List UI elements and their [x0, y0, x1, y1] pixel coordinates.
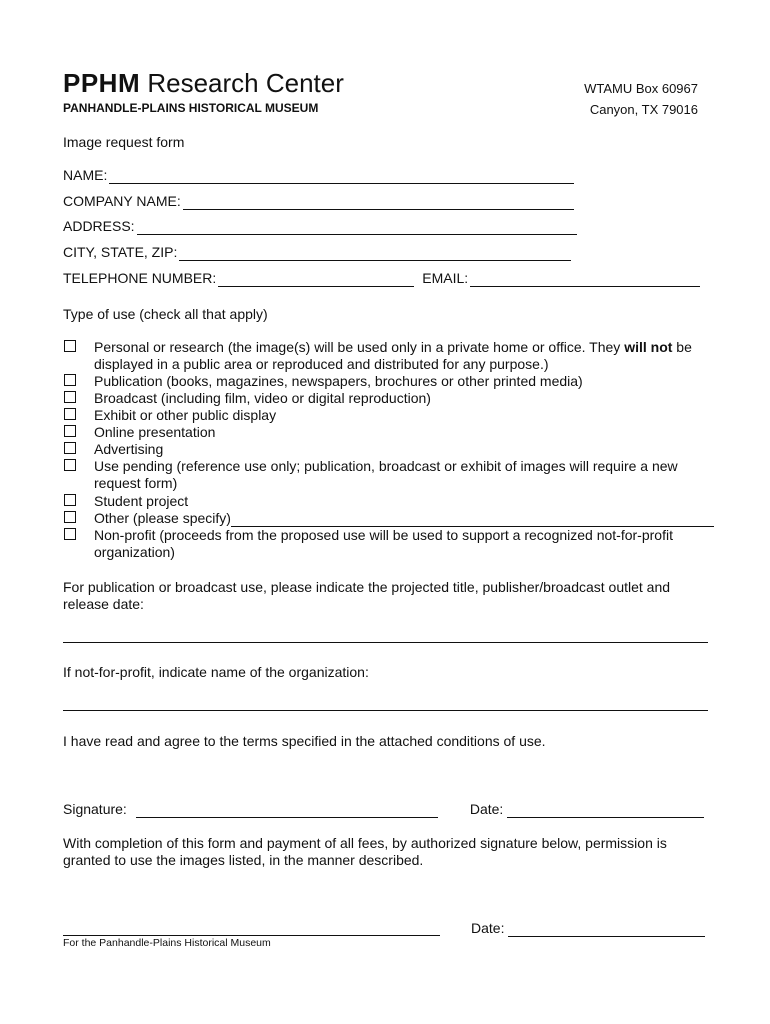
date-field[interactable] [507, 804, 704, 818]
city-field[interactable] [179, 247, 571, 261]
telephone-label: TELEPHONE NUMBER: [63, 270, 217, 286]
address-line-2: Canyon, TX 79016 [589, 102, 698, 117]
signature-label: Signature: [63, 801, 127, 817]
checkbox-personal[interactable] [64, 340, 76, 352]
checkbox-broadcast[interactable] [64, 391, 76, 403]
telephone-field[interactable] [218, 273, 414, 287]
organization-name-field[interactable] [63, 710, 708, 711]
checkbox-advertising[interactable] [64, 442, 76, 454]
form-title: Image request form [63, 134, 185, 150]
city-field-row [63, 244, 571, 261]
publication-details-field[interactable] [63, 642, 708, 643]
agreement-text: I have read and agree to the terms specified in the attached conditions of use. [63, 733, 546, 749]
checkbox-nonprofit[interactable] [64, 528, 76, 540]
address-line-1: WTAMU Box 60967 [584, 81, 698, 96]
brand-title [63, 68, 344, 98]
authorized-signature-field[interactable] [63, 935, 440, 936]
email-label: EMAIL: [422, 270, 469, 286]
option-other [94, 510, 714, 527]
option-nonprofit: Non-profit (proceeds from the proposed use will be used to support a recognized not-for-profit organization) [94, 527, 673, 560]
option-other-label: Other (please specify) [94, 510, 231, 526]
name-label: NAME: [63, 167, 108, 183]
option-advertising: Advertising [94, 441, 164, 457]
museum-signoff: For the Panhandle-Plains Historical Museum [63, 937, 271, 949]
option-online: Online presentation [94, 424, 216, 440]
checkbox-student[interactable] [64, 494, 76, 506]
brand-subtitle: Research Center [140, 68, 344, 98]
checkbox-publication[interactable] [64, 374, 76, 386]
email-field[interactable] [470, 273, 700, 287]
checkbox-pending[interactable] [64, 459, 76, 471]
checkbox-other[interactable] [64, 511, 76, 523]
date-label: Date: [469, 801, 504, 817]
publication-prompt: For publication or broadcast use, please indicate the projected title, publisher/broadcast outlet and release date: [63, 579, 671, 612]
option-student: Student project [94, 493, 189, 509]
other-specify-field[interactable] [231, 513, 714, 527]
use-heading: Type of use (check all that apply) [63, 306, 268, 322]
brand-acronym: PPHM [63, 68, 141, 98]
address-field-row [63, 218, 577, 235]
signature-row [63, 801, 704, 818]
checkbox-exhibit[interactable] [64, 408, 76, 420]
option-personal-text-rest: be displayed in a public area or reproduced and distributed for any purpose.) [94, 339, 692, 372]
option-exhibit: Exhibit or other public display [94, 407, 277, 423]
nonprofit-prompt: If not-for-profit, indicate name of the organization: [63, 664, 369, 680]
date-label-2: Date: [471, 920, 505, 936]
option-personal-emphasis: will not [624, 339, 673, 355]
date-row-2 [471, 920, 705, 937]
signature-field[interactable] [136, 804, 438, 818]
museum-name: PANHANDLE-PLAINS HISTORICAL MUSEUM [63, 101, 319, 115]
company-field-row [63, 193, 574, 210]
date-field-2[interactable] [508, 923, 705, 937]
name-field-row [63, 167, 574, 184]
checkbox-online[interactable] [64, 425, 76, 437]
telephone-field-row [63, 270, 700, 287]
option-personal [94, 339, 714, 373]
option-publication: Publication (books, magazines, newspapers, brochures or other printed media) [94, 373, 583, 389]
name-field[interactable] [109, 170, 574, 184]
option-pending: Use pending (reference use only; publication, broadcast or exhibit of images will require a new request form) [94, 458, 678, 491]
company-label: COMPANY NAME: [63, 193, 181, 209]
option-broadcast: Broadcast (including film, video or digital reproduction) [94, 390, 431, 406]
address-label: ADDRESS: [63, 218, 135, 234]
option-personal-text: Personal or research (the image(s) will be used only in a private home or office. They [94, 339, 625, 355]
company-field[interactable] [183, 196, 574, 210]
address-field[interactable] [137, 221, 577, 235]
city-label: CITY, STATE, ZIP: [63, 244, 178, 260]
completion-text: With completion of this form and payment of all fees, by authorized signature below, permission is granted to use the images listed, in the manner described. [63, 835, 667, 868]
